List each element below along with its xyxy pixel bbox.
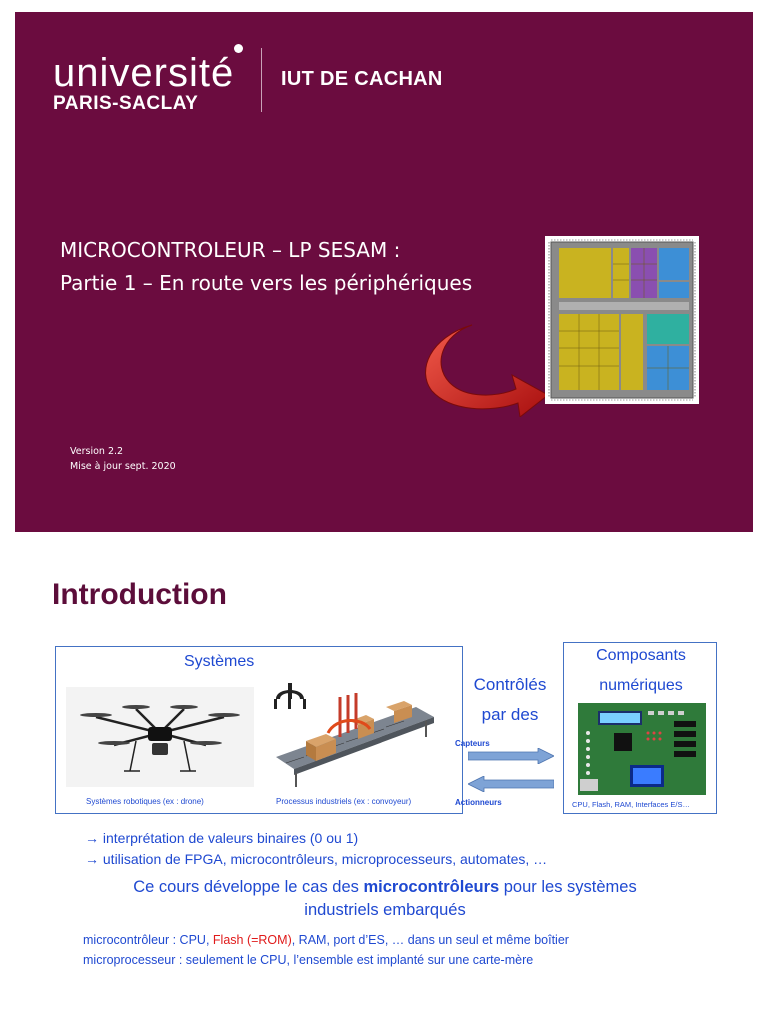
slide-title-line2: Partie 1 – En route vers les périphériques [60,271,473,295]
def1-post: , RAM, port d’ES, … dans un seul et même boîtier [291,933,569,947]
arrow-left-icon [468,776,554,792]
slide-title-line1: MICROCONTROLEUR – LP SESAM : [60,238,401,262]
controle-line2: par des [481,705,539,724]
course-line2: industriels embarqués [304,901,466,919]
def-microprocesseur: microprocesseur : seulement le CPU, l’ensemble est implanté sur une carte-mère [83,953,534,967]
components-caption: CPU, Flash, RAM, Interfaces E/S… [572,800,690,809]
definitions [83,930,569,970]
course-post: pour les systèmes [499,878,637,896]
introduction-slide [15,560,753,990]
dev-board-icon [578,703,706,795]
drone-icon [66,687,254,787]
bullet-list [85,828,547,870]
def1-pre: microcontrôleur : CPU, [83,933,213,947]
components-line2: numériques [599,677,683,694]
logo-dot [234,44,243,53]
update-label: Mise à jour sept. 2020 [70,461,176,472]
controle-label [465,670,555,730]
course-bold: microcontrôleurs [363,878,500,896]
introduction-title: Introduction [52,578,227,611]
microcontroller-chip-image [545,236,699,404]
title-slide [15,12,753,532]
logo-universite-text: université [53,51,235,95]
controle-line1: Contrôlés [473,675,547,694]
def1-flash: Flash (=ROM) [212,933,292,947]
version-info [70,444,176,474]
drone-caption: Systèmes robotiques (ex : drone) [86,797,204,806]
bullet-binary: → interprétation de valeurs binaires (0 ou 1) [85,830,359,846]
universite-logo [53,51,235,114]
dev-board-image [578,703,706,795]
logo-separator [261,48,262,112]
conveyor-caption: Processus industriels (ex : convoyeur) [276,797,412,806]
curved-arrow-icon [420,317,555,417]
components-label [564,641,718,701]
systems-label: Systèmes [184,653,255,670]
course-pre: Ce cours développe le cas des [133,878,364,896]
arrow-right-icon [468,748,554,764]
logo-paris-saclay-text: PARIS-SACLAY [53,93,199,114]
chip-diagram-icon [545,236,699,404]
bullet-fpga: → utilisation de FPGA, microcontrôleurs, microprocesseurs, automates, … [85,851,548,867]
components-line1: Composants [596,647,686,664]
actionneurs-label: Actionneurs [455,798,502,807]
drone-image [66,687,254,787]
def-microcontroleur [83,930,569,950]
capteurs-label: Capteurs [455,739,490,748]
components-box [563,642,717,814]
systems-box [55,646,463,814]
logo-iut-text: IUT DE CACHAN [281,68,443,90]
course-statement [55,876,715,922]
version-label: Version 2.2 [70,446,124,457]
course-line1 [55,876,715,899]
conveyor-image [266,677,446,789]
slide-title [60,234,540,300]
conveyor-icon [266,677,446,789]
